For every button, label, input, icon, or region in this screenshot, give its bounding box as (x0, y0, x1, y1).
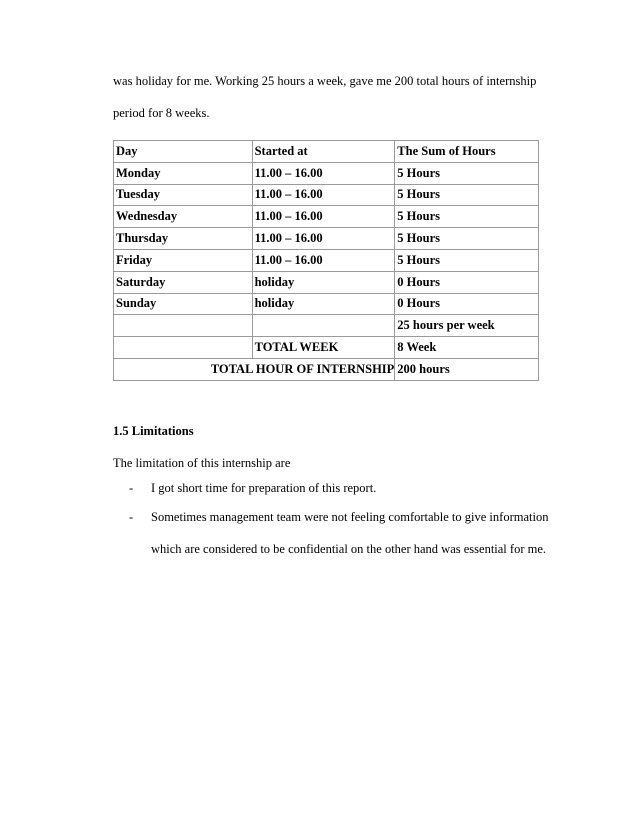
bullet-marker: - (129, 481, 134, 495)
bullet-item-2: Sometimes management team were not feeling comfortable to give information (151, 510, 549, 524)
table-row (114, 249, 539, 271)
cell-total-hours-value: 200 hours (395, 358, 539, 380)
cell-hours: 0 Hours (395, 293, 539, 315)
table-row (114, 206, 539, 228)
cell-time: 11.00 – 16.00 (252, 162, 395, 184)
table-row (114, 184, 539, 206)
cell-total-hours-label: TOTAL HOUR OF INTERNSHIP (114, 358, 395, 380)
table-row (114, 293, 539, 315)
header-day: Day (114, 141, 253, 163)
empty-cell (114, 337, 253, 359)
cell-total-week-value: 8 Week (395, 337, 539, 359)
cell-hours: 5 Hours (395, 249, 539, 271)
section-intro: The limitation of this internship are (113, 456, 291, 470)
cell-hours: 5 Hours (395, 228, 539, 250)
cell-day: Saturday (114, 271, 253, 293)
cell-hours: 0 Hours (395, 271, 539, 293)
cell-time: 11.00 – 16.00 (252, 184, 395, 206)
working-hours-table (113, 140, 539, 381)
header-sum-of-hours: The Sum of Hours (395, 141, 539, 163)
table-row (114, 228, 539, 250)
table-row-total-hours (114, 358, 539, 380)
table-row-per-week (114, 315, 539, 337)
cell-hours: 5 Hours (395, 206, 539, 228)
cell-total-week-label: TOTAL WEEK (252, 337, 395, 359)
empty-cell (252, 315, 395, 337)
cell-hours: 5 Hours (395, 184, 539, 206)
cell-per-week: 25 hours per week (395, 315, 539, 337)
cell-day: Thursday (114, 228, 253, 250)
cell-time: holiday (252, 271, 395, 293)
body-text-line-2: period for 8 weeks. (113, 106, 210, 120)
header-started-at: Started at (252, 141, 395, 163)
cell-time: 11.00 – 16.00 (252, 249, 395, 271)
table-row (114, 162, 539, 184)
table-row-total-week (114, 337, 539, 359)
cell-day: Tuesday (114, 184, 253, 206)
cell-day: Monday (114, 162, 253, 184)
cell-time: 11.00 – 16.00 (252, 228, 395, 250)
section-heading: 1.5 Limitations (113, 424, 194, 438)
cell-day: Wednesday (114, 206, 253, 228)
table-row (114, 271, 539, 293)
cell-day: Sunday (114, 293, 253, 315)
cell-time: 11.00 – 16.00 (252, 206, 395, 228)
bullet-marker: - (129, 510, 134, 524)
bullet-item-1: I got short time for preparation of this report. (151, 481, 377, 495)
bullet-item-2-continuation: which are considered to be confidential on the other hand was essential for me. (151, 542, 547, 556)
cell-time: holiday (252, 293, 395, 315)
table-header-row (114, 141, 539, 163)
cell-hours: 5 Hours (395, 162, 539, 184)
empty-cell (114, 315, 253, 337)
cell-day: Friday (114, 249, 253, 271)
body-text-line-1: was holiday for me. Working 25 hours a week, gave me 200 total hours of internship (113, 74, 537, 88)
